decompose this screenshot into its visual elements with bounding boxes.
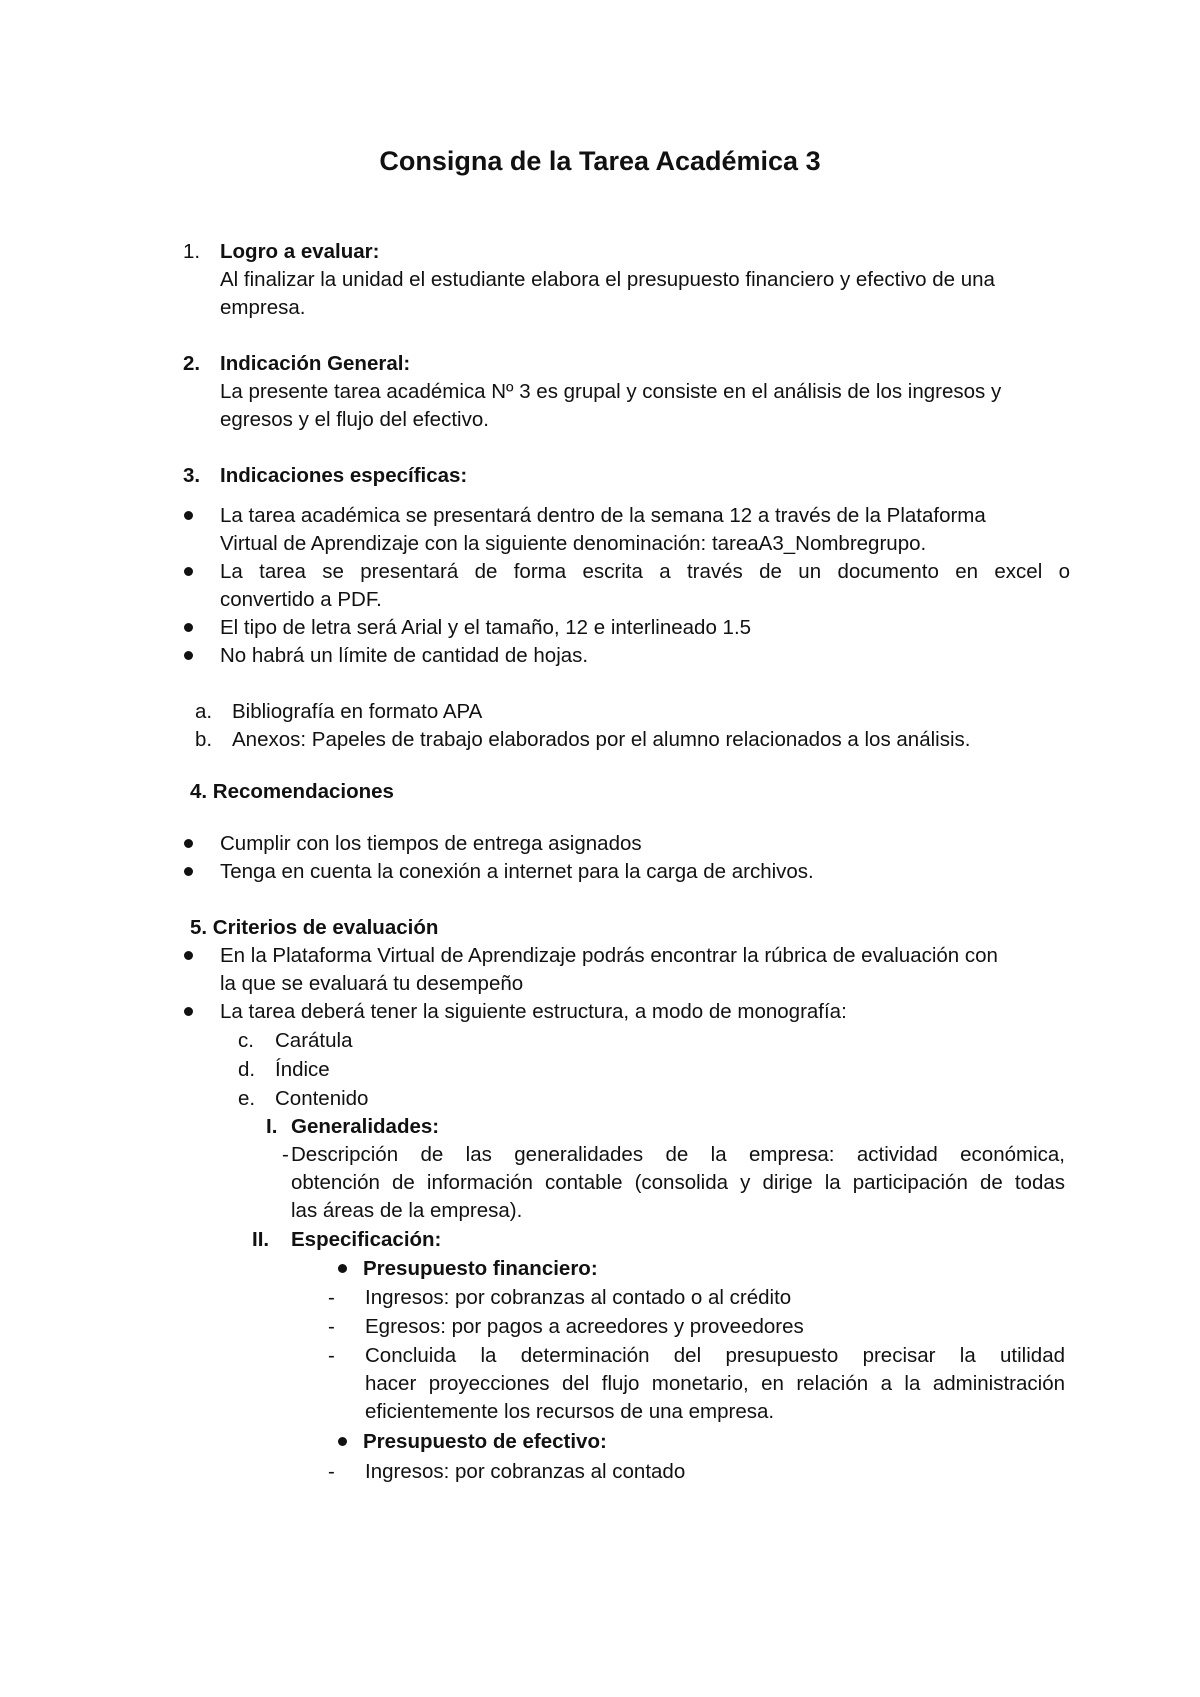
section-3-bullet-text: El tipo de letra será Arial y el tamaño, 12 e interlineado 1.5 bbox=[220, 616, 752, 639]
section-5-bullet-text: En la Plataforma Virtual de Aprendizaje podrás encontrar la rúbrica de evaluación con bbox=[220, 944, 998, 967]
list-item: Anexos: Papeles de trabajo elaborados por el alumno relacionados a los análisis. bbox=[232, 728, 971, 751]
dash-marker: - bbox=[328, 1286, 335, 1309]
budget-item: Egresos: por pagos a acreedores y proveedores bbox=[365, 1315, 804, 1338]
section-3-bullet-text: No habrá un límite de cantidad de hojas. bbox=[220, 644, 589, 667]
section-4-heading: 4. Recomendaciones bbox=[190, 780, 394, 803]
subsection-text: Descripción de las generalidades de la empresa: actividad económica, bbox=[291, 1143, 1065, 1166]
list-letter: a. bbox=[195, 700, 213, 723]
bullet-icon bbox=[184, 1007, 193, 1016]
section-2-text: La presente tarea académica Nº 3 es grupal y consiste en el análisis de los ingresos y bbox=[220, 380, 1002, 403]
budget-item: Ingresos: por cobranzas al contado bbox=[365, 1460, 686, 1483]
bullet-icon bbox=[184, 651, 193, 660]
roman-numeral: II. bbox=[252, 1228, 270, 1251]
budget-heading: Presupuesto financiero: bbox=[363, 1257, 598, 1280]
section-5-bullet-text: La tarea deberá tener la siguiente estructura, a modo de monografía: bbox=[220, 1000, 847, 1023]
subsection-heading: Generalidades: bbox=[291, 1115, 440, 1138]
section-5-bullet-text: la que se evaluará tu desempeño bbox=[220, 972, 524, 995]
section-4-bullet-text: Tenga en cuenta la conexión a internet para la carga de archivos. bbox=[220, 860, 814, 883]
list-letter: e. bbox=[238, 1087, 256, 1110]
list-item: Contenido bbox=[275, 1087, 369, 1110]
section-1-text: empresa. bbox=[220, 296, 306, 319]
bullet-icon bbox=[184, 511, 193, 520]
roman-numeral: I. bbox=[266, 1115, 278, 1138]
section-3-heading: Indicaciones específicas: bbox=[220, 464, 468, 487]
bullet-icon bbox=[338, 1437, 347, 1446]
bullet-icon bbox=[184, 839, 193, 848]
bullet-icon bbox=[184, 951, 193, 960]
bullet-icon bbox=[184, 867, 193, 876]
section-1-text: Al finalizar la unidad el estudiante elabora el presupuesto financiero y efectivo de una bbox=[220, 268, 995, 291]
bullet-icon bbox=[338, 1264, 347, 1273]
dash-marker: - bbox=[282, 1143, 289, 1166]
section-3-number: 3. bbox=[183, 464, 201, 487]
section-2-number: 2. bbox=[183, 352, 201, 375]
list-item: Carátula bbox=[275, 1029, 353, 1052]
dash-marker: - bbox=[328, 1460, 335, 1483]
section-3-bullet-text: convertido a PDF. bbox=[220, 588, 382, 611]
section-5-heading: 5. Criterios de evaluación bbox=[190, 916, 439, 939]
page-title: Consigna de la Tarea Académica 3 bbox=[379, 146, 821, 176]
section-2-text: egresos y el flujo del efectivo. bbox=[220, 408, 489, 431]
budget-item: Concluida la determinación del presupuesto precisar la utilidad bbox=[365, 1344, 1065, 1367]
budget-item: hacer proyecciones del flujo monetario, en relación a la administración bbox=[365, 1372, 1065, 1395]
list-letter: b. bbox=[195, 728, 213, 751]
subsection-heading: Especificación: bbox=[291, 1228, 442, 1251]
section-1-number: 1. bbox=[183, 240, 201, 263]
budget-heading: Presupuesto de efectivo: bbox=[363, 1430, 607, 1453]
dash-marker: - bbox=[328, 1315, 335, 1338]
budget-item: eficientemente los recursos de una empresa. bbox=[365, 1400, 775, 1423]
section-3-bullet-text: La tarea académica se presentará dentro de la semana 12 a través de la Plataforma bbox=[220, 504, 986, 527]
budget-item: Ingresos: por cobranzas al contado o al crédito bbox=[365, 1286, 792, 1309]
subsection-text: las áreas de la empresa). bbox=[291, 1199, 523, 1222]
subsection-text: obtención de información contable (consolida y dirige la participación de todas bbox=[291, 1171, 1065, 1194]
section-4-bullet-text: Cumplir con los tiempos de entrega asignados bbox=[220, 832, 642, 855]
list-item: Bibliografía en formato APA bbox=[232, 700, 483, 723]
list-letter: c. bbox=[238, 1029, 254, 1052]
list-item: Índice bbox=[275, 1058, 330, 1081]
bullet-icon bbox=[184, 567, 193, 576]
bullet-icon bbox=[184, 623, 193, 632]
section-2-heading: Indicación General: bbox=[220, 352, 411, 375]
section-3-bullet-text: La tarea se presentará de forma escrita a través de un documento en excel o bbox=[220, 560, 1070, 583]
dash-marker: - bbox=[328, 1344, 335, 1367]
section-1-heading: Logro a evaluar: bbox=[220, 240, 380, 263]
section-3-bullet-text: Virtual de Aprendizaje con la siguiente denominación: tareaA3_Nombregrupo. bbox=[220, 532, 927, 555]
list-letter: d. bbox=[238, 1058, 256, 1081]
